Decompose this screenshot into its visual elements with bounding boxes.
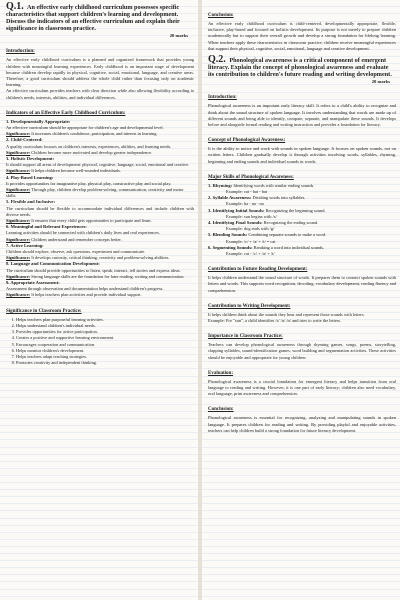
skill-title: 2. Syllable Awareness: [208, 195, 252, 201]
significance-label: Significance: [6, 218, 31, 224]
intro-heading: Introduction: [6, 49, 35, 55]
reading-text: It helps children understand the sound structure of words. It prepares them to connect spoken sounds with letters and words. This supports word recognition, decoding, vocabulary development, reading fluency and comprehension. [208, 275, 396, 293]
significance-text: It helps children become well-rounded individuals. [31, 168, 121, 174]
practice-item: 8. Promotes creativity and independent thinking. [16, 360, 194, 366]
indicator-title-text: 3. Holistic Development: [6, 156, 55, 162]
skill-text: Dividing words into syllables. [252, 195, 306, 201]
skill-title: 3. Identifying Initial Sounds: [208, 207, 265, 213]
significance-text: Through play, children develop problem-solving, communication, creativity and motor skills. [6, 187, 184, 199]
conclusion-2-text: Phonological awareness is essential for recognizing, analyzing and manipulating sounds in spoken language. It prepares children for reading and writing. By providing playful and enjoyable activities, teachers can help children build a strong foundation for future literacy development. [208, 415, 396, 433]
skill-title: 6. Segmenting Sounds: [208, 244, 253, 250]
concept-heading: Concept of Phonological Awareness: [208, 138, 286, 144]
practice-item: 2. Helps understand children's individual needs. [16, 323, 194, 329]
significance-text: Children understand and remember concepts better. [31, 236, 122, 242]
skill-example: Example: sun begins with /s/ [226, 213, 277, 219]
question-2-number: Q.2. [208, 54, 226, 66]
indicators-heading: Indicators of an Effective Early Childhood Curriculum: [6, 110, 126, 116]
question-2-text: Phonological awareness is a critical component of emergent literacy. Explain the concept of phonological awareness and evaluate its contribution to children's future reading and writing development. [208, 57, 392, 79]
skill-text: Identifying words with similar ending sounds. [233, 182, 315, 188]
conclusion-1-text: An effective early childhood curriculum is child-centered, developmentally appropriate, flexible, inclusive, play-based and focused on holistic development. Its purpose is not merely to prepare children academically but to support their overall growth and develop a strong foundation for lifelong learning. When teachers apply these characteristics in classroom practice, children receive meaningful experiences that support their physical, cognitive, social, emotional, language and creative development. [208, 21, 396, 51]
significance-text: Children become more motivated and develop greater independence. [31, 149, 153, 155]
significance-label: Significance: [6, 292, 31, 298]
skill-example: Example: dog ends with /g/ [226, 226, 275, 232]
skill-text: Recognizing the beginning sound. [265, 207, 326, 213]
indicator-title-text: 9. Appropriate Assessment: [6, 280, 60, 286]
skill-example: Example: ba - na - na [226, 201, 264, 207]
indicator-title-text: 1. Developmentally Appropriate: [6, 118, 71, 124]
significance-text: Strong language skills are the foundation for later reading, writing and communication. [31, 273, 185, 279]
practice-item: 7. Helps teachers adapt teaching strategies. [16, 354, 194, 360]
q2-intro-text: Phonological awareness is an important early literacy skill. It refers to a child's ability to recognize and think about the sound structure of spoken language. It involves understanding that words are made up of different sounds and being able to identify, compare, separate, and manipulate these sounds. It develops before and alongside formal reading and writing instruction and provides a foundation for literacy. [208, 103, 396, 127]
writing-heading: Contribution to Writing Development: [208, 303, 291, 309]
significance-label: Significance: [6, 255, 31, 261]
question-2-marks: 20 marks [371, 79, 390, 85]
practice-item: 4. Creates a positive and supportive learning environment. [16, 335, 194, 341]
skill-title: 5. Blending Sounds: [208, 232, 248, 238]
practice-item: 6. Helps monitor children's development. [16, 348, 194, 354]
indicator-text: Assessment through observation and documentation helps understand children's progress. [6, 286, 164, 292]
importance-heading: Importance in Classroom Practice: [208, 334, 283, 340]
practice-item: 1. Helps teachers plan purposeful learning activities. [16, 317, 194, 323]
question-1-text: An effective early childhood curriculum possesses specific characteristics that support children's learning and development. Discuss the indicators of an effective curriculum and explain their significance in classroom practice. [6, 4, 180, 33]
skill-text: Breaking a word into individual sounds. [253, 244, 325, 250]
question-1-number: Q.1. [6, 1, 24, 12]
reading-heading: Contribution to Future Reading Development: [208, 267, 308, 273]
significance-text: It ensures that every child gets opportunities to participate and learn. [31, 218, 152, 224]
indicator-text: Children should explore, observe, ask questions, experiment and communicate. [6, 249, 146, 255]
skill-example: Example: cat - /c/ + /a/ + /t/ [226, 250, 275, 256]
skill-example: Example: /c/ + /a/ + /t/ = cat [226, 238, 276, 244]
significance-label: Significance: [6, 187, 31, 193]
indicator-text: An effective curriculum should be appropriate for children's age and developmental level. [6, 125, 164, 130]
skills-heading: Major Skills of Phonological Awareness: [208, 174, 294, 180]
question-2-title [208, 56, 396, 78]
indicator-text: The curriculum should be flexible to accommodate individual differences and include children with diverse needs. [6, 205, 194, 217]
practice-item: 3. Provides opportunities for active participation. [16, 329, 194, 335]
significance-text: It develops curiosity, critical thinking, creativity and problem-solving abilities. [31, 255, 170, 261]
significance-label: Significance: [6, 149, 31, 155]
indicator-title-text: 7. Active Learning: [6, 242, 44, 248]
practice-item: 5. Encourages cooperation and communication. [16, 342, 194, 348]
intro-paragraph-1: An effective early childhood curriculum is a planned and organized framework that provides young children with meaningful learning experiences. Early childhood is an important stage of development because children develop rapidly in physical, cognitive, social, emotional, language, and creative areas. Therefore, a good curriculum should address the whole child rather than focusing only on academic learning. [6, 57, 194, 88]
skill-example: Example: cat - hat - bat [226, 188, 268, 194]
indicators-list [6, 119, 194, 299]
evaluation-text: Phonological awareness is a crucial foundation for emergent literacy and helps transition from oral language to reading and writing. However, it is one part of early literacy; children also need vocabulary, oral language, print awareness and comprehension. [208, 378, 396, 397]
skill-text: Recognizing the ending sound. [263, 219, 319, 225]
skills-list [208, 183, 396, 257]
question-1-title [6, 3, 194, 32]
skill-text: Combining separate sounds to make a word. [248, 232, 327, 238]
evaluation-heading: Evaluation: [208, 370, 234, 376]
indicator-text: Learning activities should be connected with children's daily lives and real experiences. [6, 230, 160, 236]
skill-title: 4. Identifying Final Sounds: [208, 219, 263, 225]
indicator-title-text: 8. Language and Communication Development: [6, 261, 100, 267]
left-page [0, 0, 198, 600]
indicator-text: It provides opportunities for imaginative play, physical play, constructive play and social play. [6, 180, 172, 186]
indicator-significance [6, 187, 194, 199]
significance-text: It helps teachers plan activities and provide individual support. [31, 292, 142, 298]
question-1-marks: 20 marks [169, 33, 188, 39]
importance-text: Teachers can develop phonological awareness through rhyming games, songs, poems, storytelling, clapping syllables, sound-identification games, word building and segmentation activities. These activities should be enjoyable and appropriate for young children. [208, 342, 396, 360]
indicator-text: It should support all areas of development: physical, cognitive, language, social, emotional and creative. [6, 162, 190, 168]
significance-label: Significance: [6, 273, 31, 279]
indicator-title-text: 2. Child-Centered: [6, 137, 43, 143]
conclusion-2-heading: Conclusion: [208, 407, 234, 413]
indicator-text: The curriculum should provide opportunities to listen, speak, interact, tell stories and express ideas. [6, 267, 181, 273]
indicator-title-text: 5. Flexible and Inclusive: [6, 199, 56, 205]
q2-intro-heading: Introduction: [208, 95, 237, 101]
indicator-text: A quality curriculum focuses on children's interests, experiences, abilities, and learning needs. [6, 143, 172, 149]
writing-text: It helps children think about the sounds they hear and represent those sounds with letters. [208, 311, 365, 317]
significance-text: It increases children's confidence, participation, and interest in learning. [31, 131, 158, 137]
significance-label: Significance: [6, 236, 31, 242]
significance-label: Significance: [6, 168, 31, 174]
right-page [202, 0, 400, 600]
indicator-title-text: 6. Meaningful and Relevant Experiences: [6, 224, 87, 230]
skill-title: 1. Rhyming: [208, 182, 233, 188]
intro-paragraph-2: An effective curriculum provides teachers with clear direction while also allowing flexibility according to children's needs, interests, abilities, and individual differences. [6, 88, 194, 100]
concept-text: It is the ability to notice and work with sounds in spoken language. It focuses on spoken sounds, not on written letters. Children gradually develop it through activities involving words, syllables, rhyming, beginning and ending sounds and individual sounds in words. [208, 146, 396, 164]
practice-list [6, 317, 194, 367]
significance-label: Significance: [6, 131, 31, 137]
writing-example: Example: For "sun", a child identifies /s/ /u/ /n/ and tries to write the letters. [208, 317, 342, 323]
indicator-significance [6, 292, 194, 298]
conclusion-1-heading: Conclusion: [208, 13, 234, 18]
practice-heading: Significance in Classroom Practice: [6, 308, 82, 314]
indicator-title-text: 4. Play-Based Learning: [6, 174, 54, 180]
